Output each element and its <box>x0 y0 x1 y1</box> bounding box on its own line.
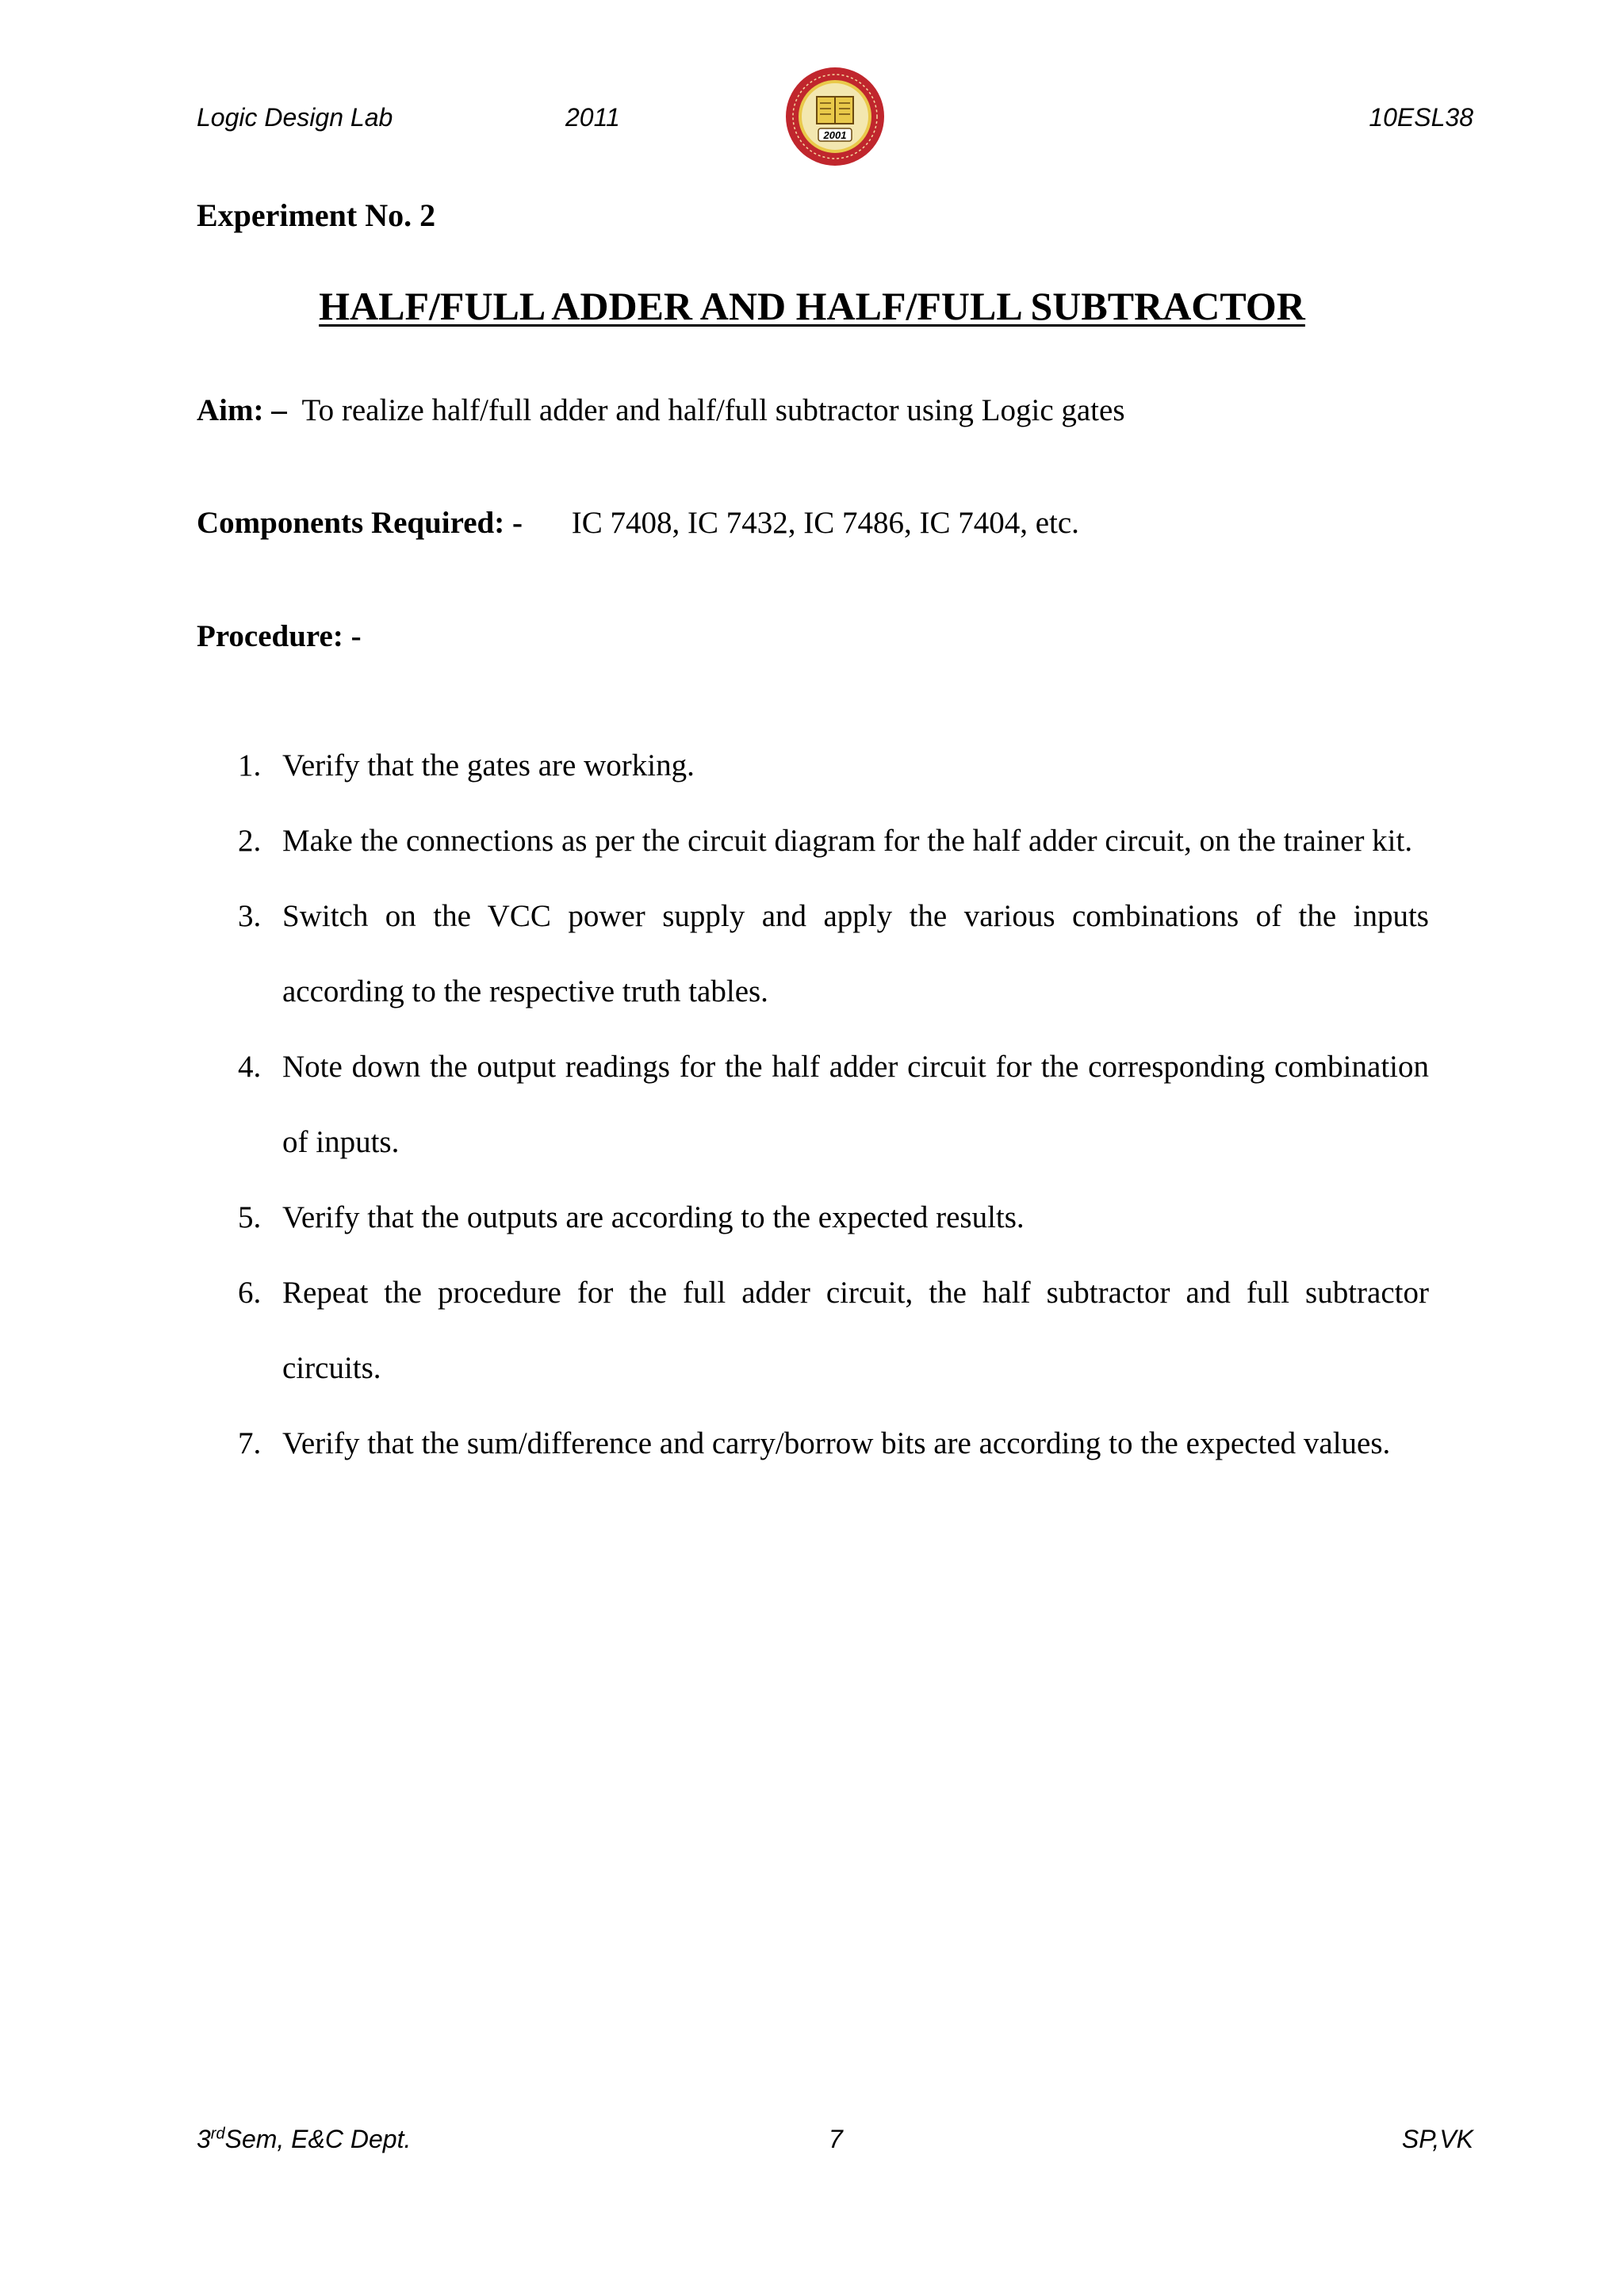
page-number: 7 <box>829 2125 843 2153</box>
footer-semester: 3rdSem, E&C Dept. <box>197 2125 412 2153</box>
experiment-number: Experiment No. 2 <box>197 197 436 233</box>
procedure-step: 4. Note down the output readings for the half adder circuit for the corresponding combination of inputs. <box>238 1050 1429 1159</box>
seal-year: 2001 <box>823 129 847 141</box>
aim-line <box>197 392 1125 428</box>
procedure-steps <box>238 728 1429 1481</box>
procedure-step: 6. Repeat the procedure for the full adder circuit, the half subtractor and full subtractor circuits. <box>238 1276 1429 1385</box>
header-year: 2011 <box>565 103 620 132</box>
procedure-step: 2. Make the connections as per the circuit diagram for the half adder circuit, on the trainer kit. <box>238 824 1413 858</box>
page-header <box>197 97 1473 160</box>
procedure-step: 7. Verify that the sum/difference and carry/borrow bits are according to the expected values. <box>238 1426 1391 1460</box>
aim-text: To realize half/full adder and half/full subtractor using Logic gates <box>301 393 1125 427</box>
footer-authors: SP,VK <box>1401 2125 1473 2153</box>
procedure-step: 5. Verify that the outputs are according to the expected results. <box>238 1200 1025 1234</box>
college-seal-icon <box>783 65 887 168</box>
header-course-name: Logic Design Lab <box>197 103 393 132</box>
components-text: IC 7408, IC 7432, IC 7486, IC 7404, etc. <box>571 506 1079 540</box>
aim-label: Aim: – <box>197 393 287 427</box>
procedure-step: 3. Switch on the VCC power supply and apply the various combinations of the inputs according to the respective truth tables. <box>238 899 1429 1008</box>
header-course-code: 10ESL38 <box>1369 103 1473 132</box>
components-line <box>197 505 1079 541</box>
page-title: HALF/FULL ADDER AND HALF/FULL SUBTRACTOR <box>319 284 1305 328</box>
procedure-step: 1. Verify that the gates are working. <box>238 748 695 783</box>
components-label: Components Required: - <box>197 506 523 540</box>
procedure-heading: Procedure: - <box>197 619 362 653</box>
